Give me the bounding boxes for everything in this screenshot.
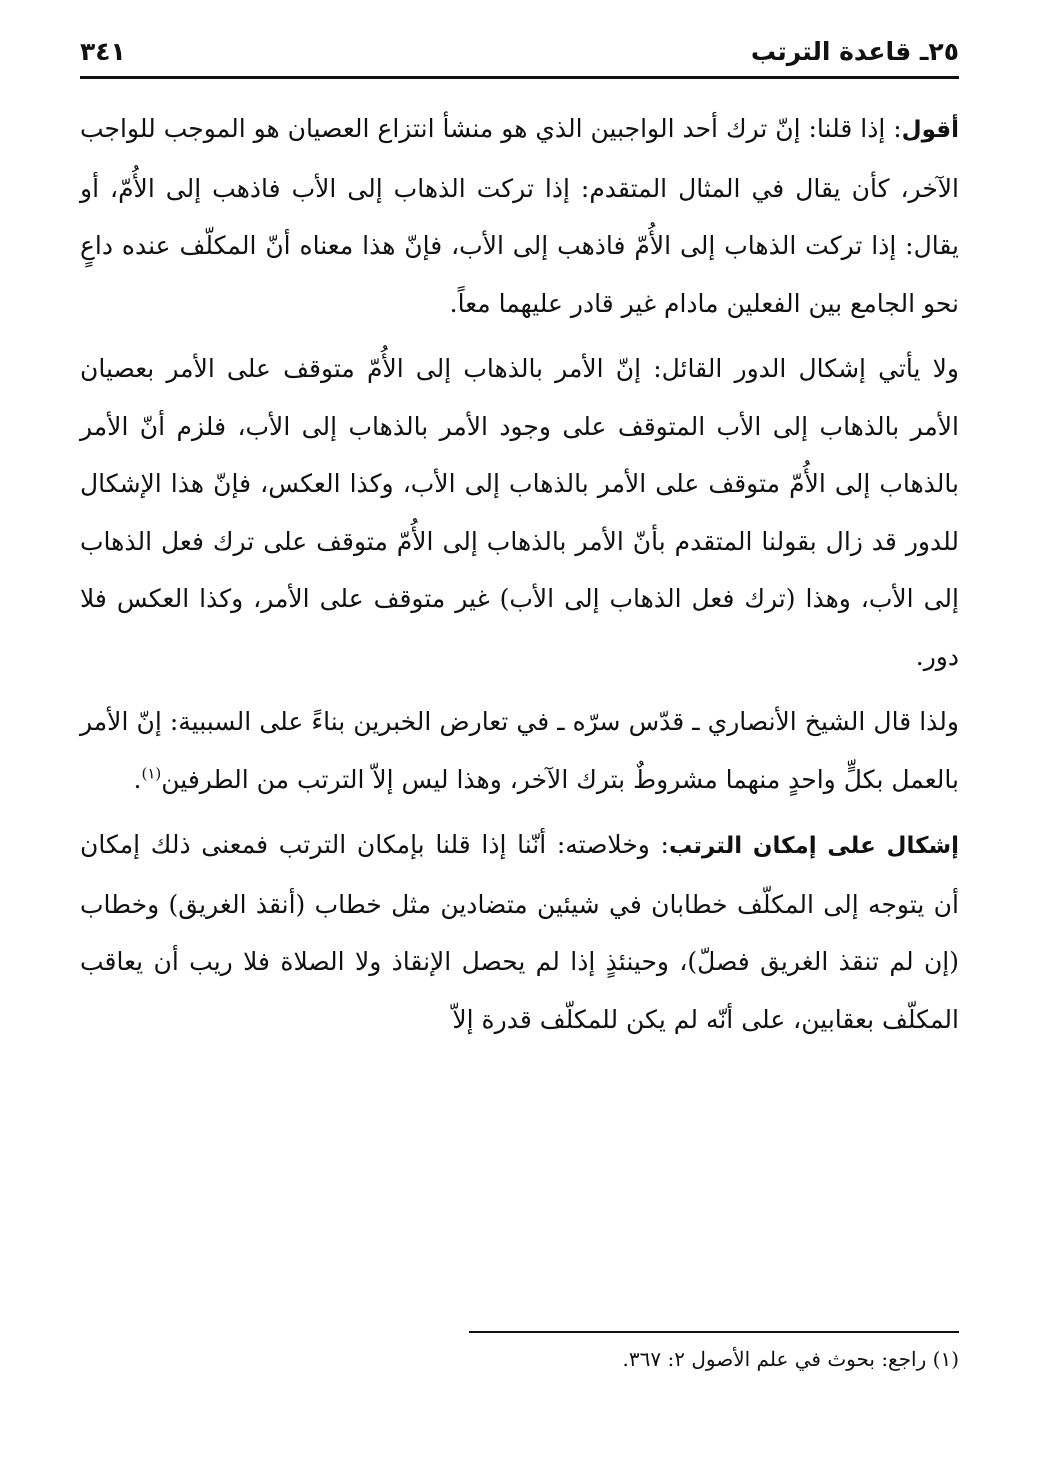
body-text [80,100,959,1048]
paragraph-2 [80,340,959,685]
paragraph-1 [80,100,959,332]
paragraph-text: ولذا قال الشيخ الأنصاري ـ قدّس سرّه ـ في تعارض الخبرين بناءً على السببية: إنّ الأمر بالعمل بكلٍّ واحدٍ منهما مشروطٌ بترك الآخر، وهذا ليس إلاّ الترتب من الطرفين [80,707,959,794]
paragraph-text-end: . [133,764,142,794]
chapter-title: ٢٥ـ قاعدة الترتب [750,36,959,66]
footnote-reference[interactable]: (١) [141,764,162,783]
paragraph-lead: إشكال على إمكان الترتب [668,833,959,859]
paragraph-4 [80,816,959,1048]
paragraph-text: : وخلاصته: أنّنا إذا قلنا بإمكان الترتب فمعنى ذلك إمكان أن يتوجه إلى المكلّف خطابان في شيئين متضادين مثل خطاب (أنقذ الغريق) وخطاب (إن لم تنقذ الغريق فصلّ)، وحينئذٍ إذا لم يحصل الإنقاذ ولا الصلاة فلا ريب أن يعاقب المكلّف بعقابين، على أنّه لم يكن للمكلّف قدرة إلاّ [80,830,959,1034]
page-number: ٣٤١ [80,36,126,66]
running-header [80,28,959,74]
header-divider [80,76,959,79]
paragraph-text: : إذا قلنا: إنّ ترك أحد الواجبين الذي هو منشأ انتزاع العصيان هو الموجب للواجب الآخر، كأن يقال في المثال المتقدم: إذا تركت الذهاب إلى الأب فاذهب إلى الأُمّ، أو يقال: إذا تركت الذهاب إلى الأُمّ فاذهب إلى الأب، فإنّ هذا معناه أنّ المكلّف عنده داعٍ نحو الجامع بين الفعلين مادام غير قادر عليهما معاً. [80,114,959,318]
paragraph-text: ولا يأتي إشكال الدور القائل: إنّ الأمر بالذهاب إلى الأُمّ متوقف على الأمر بعصيان الأمر بالذهاب إلى الأب المتوقف على وجود الأمر بالذهاب إلى الأب، فلزم أنّ الأمر بالذهاب إلى الأُمّ متوقف على الأمر بالذهاب إلى الأب، وكذا العكس، فإنّ هذا الإشكال للدور قد زال بقولنا المتقدم بأنّ الأمر بالذهاب إلى الأُمّ متوقف على ترك فعل الذهاب إلى الأب، وهذا (ترك فعل الذهاب إلى الأب) غير متوقف على الأمر، وكذا العكس فلا دور. [80,354,959,671]
footnote-divider [469,1331,959,1333]
paragraph-3 [80,693,959,808]
paragraph-lead: أقول [901,117,959,143]
footnote: (١) راجع: بحوث في علم الأصول ٢: ٣٦٧. [622,1347,959,1371]
